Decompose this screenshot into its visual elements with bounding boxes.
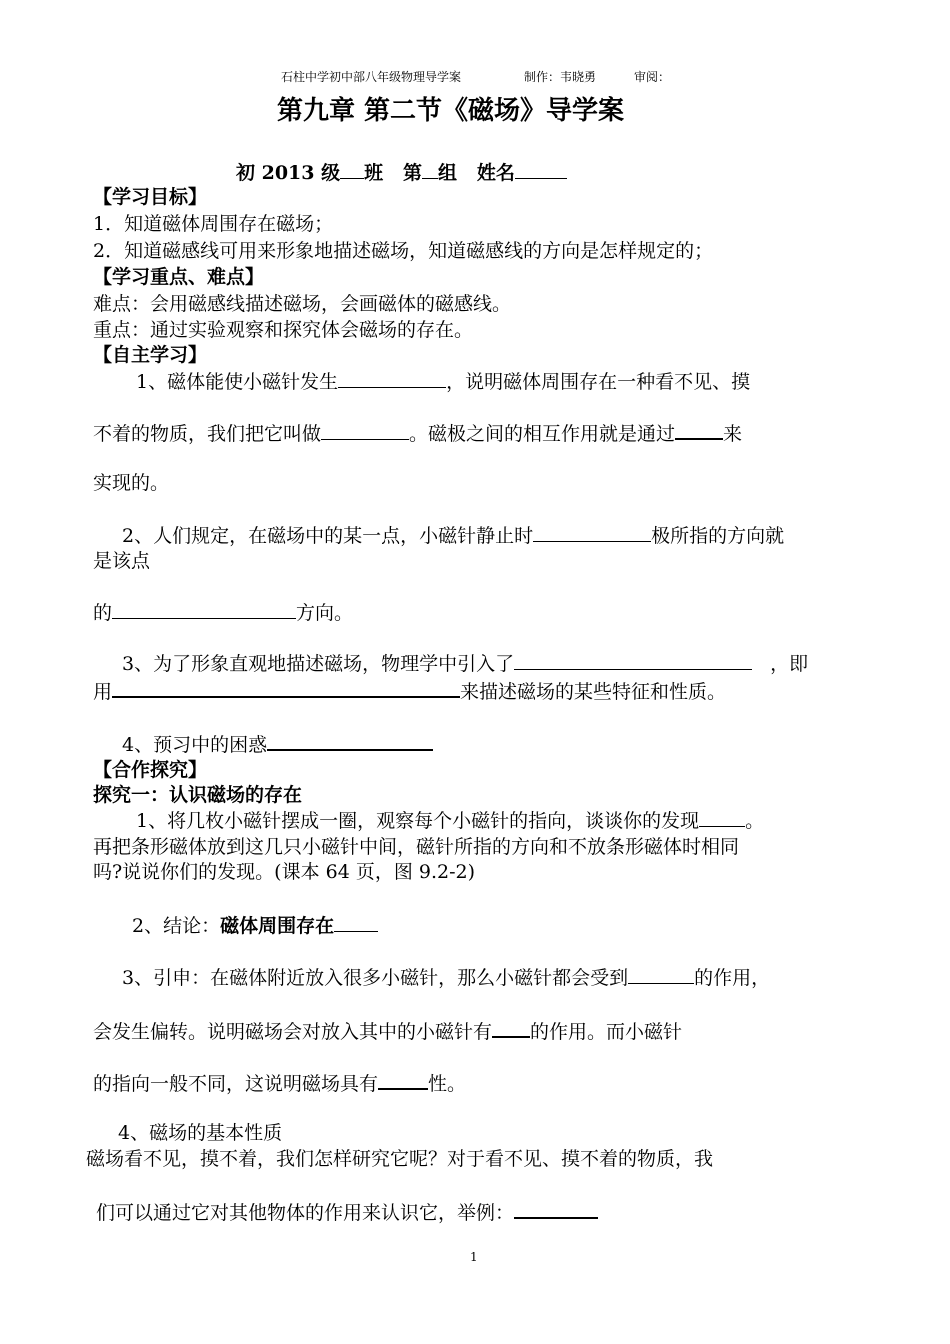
page-title: 第九章 第二节《磁场》导学案 (277, 96, 625, 126)
q3-line2 (93, 678, 726, 704)
q1-line2 (93, 420, 742, 446)
name-label: 姓名 (476, 162, 515, 184)
q3-text-c: 用 (93, 681, 113, 703)
q2-text-b: 极所指的方向就 (651, 525, 785, 547)
focus-heading: 【学习重点、难点】 (93, 266, 265, 288)
e1-line1 (136, 808, 764, 833)
e3-text-f: 性。 (428, 1073, 467, 1095)
e1-line3: 吗?说说你们的发现。(课本 64 页，图 9.2-2) (93, 861, 476, 883)
e1-text-a: 1、将几枚小磁针摆成一圈，观察每个小磁针的指向，谈谈你的发现 (136, 810, 700, 832)
q1-text-a: 1、磁体能使小磁针发生 (136, 371, 339, 393)
e2-blank[interactable] (334, 913, 378, 932)
goals-heading: 【学习目标】 (93, 186, 208, 208)
self-study-heading: 【自主学习】 (93, 344, 208, 366)
e2-text-a: 2、结论： (132, 915, 221, 937)
q2-text-a: 2、人们规定，在磁场中的某一点，小磁针静止时 (122, 525, 534, 547)
e4-line2 (96, 1199, 598, 1225)
q1-text-d: 。磁极之间的相互作用就是通过 (409, 423, 676, 445)
q2-blank-1[interactable] (533, 523, 651, 542)
e3-line1 (122, 965, 770, 990)
name-blank[interactable] (515, 160, 567, 179)
e1-blank[interactable] (699, 808, 745, 827)
q2-line2: 是该点 (93, 550, 151, 572)
header-school: 石柱中学初中部八年级物理导学案 (281, 70, 462, 84)
e2-text-b: 磁体周围存在 (220, 915, 335, 937)
q3-text-b: ，即 (770, 653, 809, 675)
e3-blank-3[interactable] (378, 1070, 428, 1090)
class-label: 班 (364, 162, 384, 184)
q2-text-d: 的 (93, 602, 113, 624)
e3-blank-2[interactable] (492, 1018, 530, 1038)
q3-text-a: 3、为了形象直观地描述磁场，物理学中引入了 (122, 653, 515, 675)
goal-item-1: 1．知道磁体周围存在磁场； (93, 213, 334, 235)
e2-line (132, 913, 378, 938)
q2-text-e: 方向。 (296, 602, 354, 624)
header-maker: 制作：韦晓勇 (524, 70, 597, 84)
e3-text-e: 的指向一般不同，这说明磁场具有 (93, 1073, 379, 1095)
goal-item-2: 2．知道磁感线可用来形象地描述磁场，知道磁感线的方向是怎样规定的； (93, 240, 714, 262)
group-prefix: 第 (403, 162, 423, 184)
e3-line2 (93, 1018, 682, 1044)
e1-line2: 再把条形磁体放到这几只小磁针中间，磁针所指的方向和不放条形磁体时相同 (93, 836, 740, 858)
e3-text-a: 3、引申：在磁体附近放入很多小磁针，那么小磁针都会受到 (122, 967, 629, 989)
e3-text-b: 的作用， (694, 967, 771, 989)
q4-blank[interactable] (267, 731, 433, 751)
group-blank[interactable] (422, 160, 438, 179)
group-label: 组 (438, 162, 458, 184)
e3-text-c: 会发生偏转。说明磁场会对放入其中的小磁针有 (93, 1021, 493, 1043)
q1-blank-3[interactable] (675, 420, 723, 440)
e4-blank[interactable] (514, 1199, 598, 1219)
q4-text: 4、预习中的困惑 (122, 734, 268, 756)
class-blank[interactable] (340, 160, 364, 179)
inquiry-1-title: 探究一：认识磁场的存在 (93, 784, 303, 806)
q4-line (122, 731, 433, 757)
e3-blank-1[interactable] (628, 965, 694, 984)
focus-key: 重点：通过实验观察和探究体会磁场的存在。 (93, 319, 474, 341)
q1-line1 (136, 369, 750, 394)
class-year: 初 2013 级 (236, 162, 341, 184)
page-number: 1 (470, 1250, 478, 1264)
q1-text-b: ，说明磁体周围存在一种看不见、摸 (446, 371, 751, 393)
q2-blank-2[interactable] (112, 600, 296, 619)
e4-heading: 4、磁场的基本性质 (118, 1122, 283, 1144)
q1-text-c: 不着的物质，我们把它叫做 (93, 423, 322, 445)
q1-blank-1[interactable] (338, 369, 446, 388)
q1-blank-2[interactable] (321, 421, 409, 440)
q1-line3: 实现的。 (93, 472, 170, 494)
e4-text-c: 们可以通过它对其他物体的作用来认识它，举例： (96, 1202, 515, 1224)
e1-text-b: 。 (745, 810, 765, 832)
coop-heading: 【合作探究】 (93, 759, 208, 781)
q3-line1 (122, 651, 808, 676)
q1-text-e: 来 (723, 423, 743, 445)
header-review: 审阅： (634, 70, 671, 84)
e3-line3 (93, 1070, 466, 1096)
q2-line1 (122, 523, 784, 548)
q3-blank-2[interactable] (112, 678, 460, 698)
e3-text-d: 的作用。而小磁针 (530, 1021, 683, 1043)
q2-line3 (93, 600, 353, 625)
q3-blank-1[interactable] (514, 651, 752, 670)
q3-text-d: 来描述磁场的某些特征和性质。 (460, 681, 727, 703)
class-line (236, 160, 567, 185)
e4-line1: 磁场看不见，摸不着，我们怎样研究它呢？对于看不见、摸不着的物质，我 (86, 1148, 714, 1170)
focus-difficult: 难点：会用磁感线描述磁场，会画磁体的磁感线。 (93, 293, 512, 315)
